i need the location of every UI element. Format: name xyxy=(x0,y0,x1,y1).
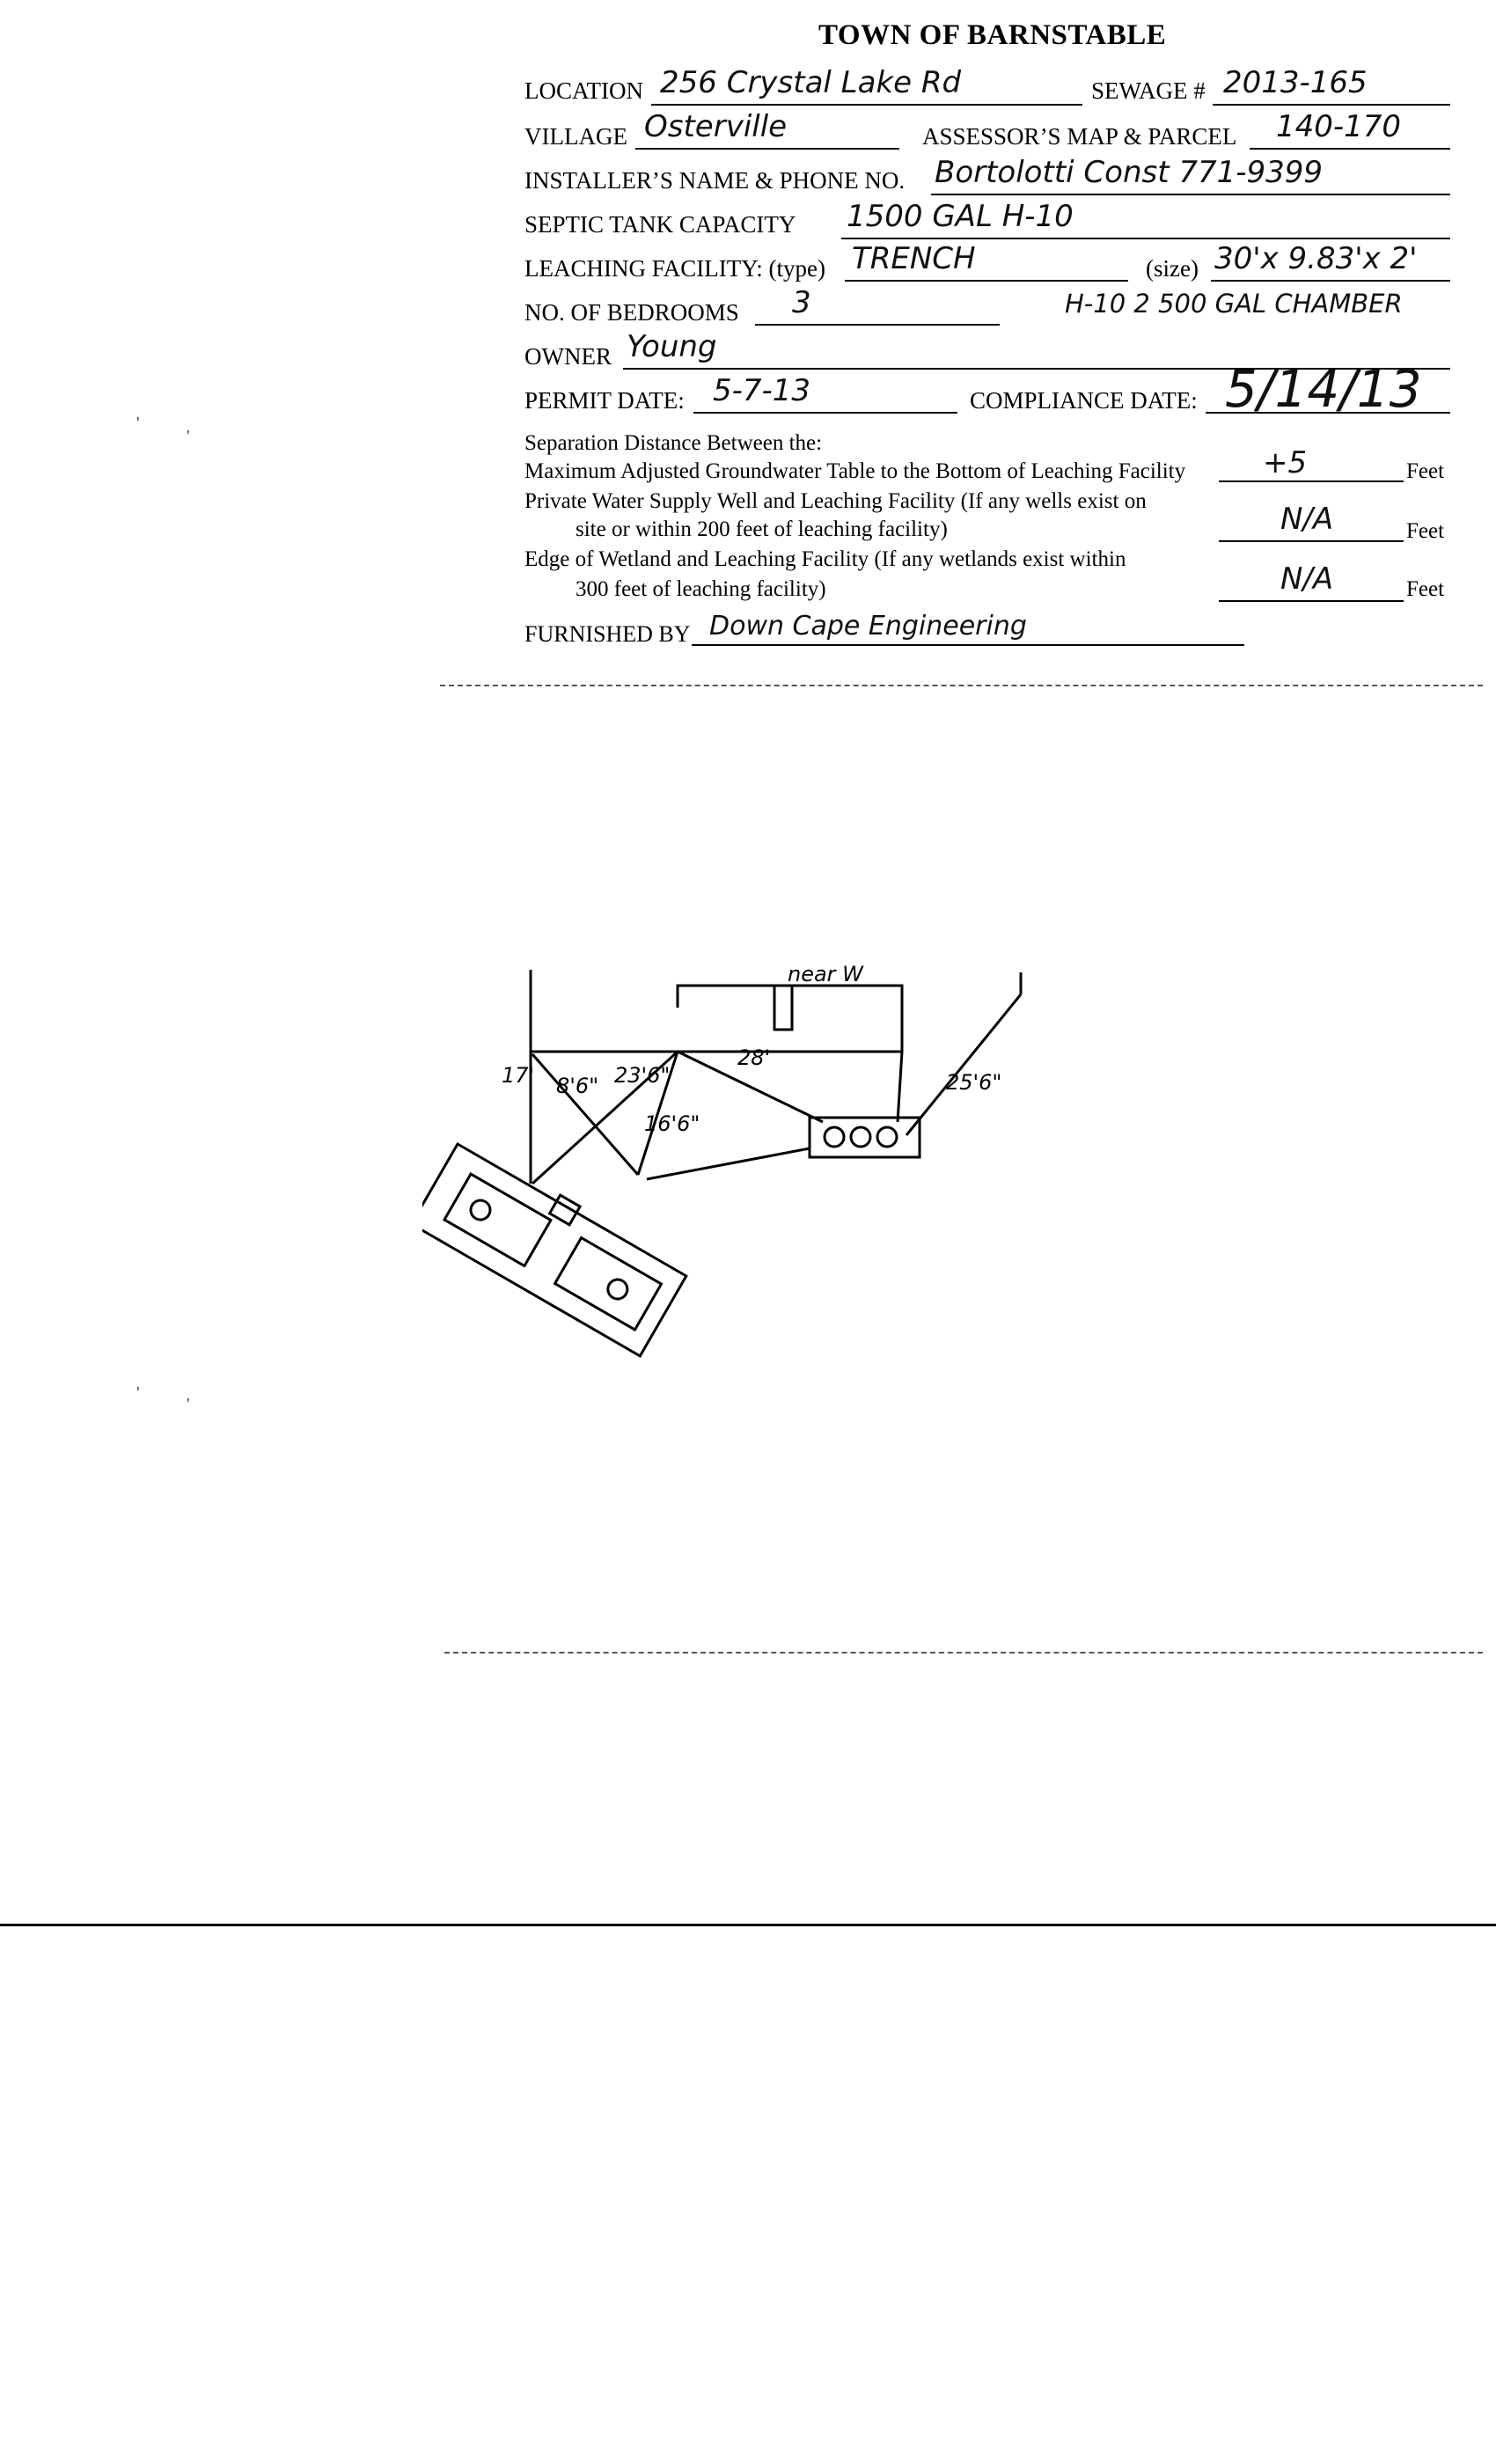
tank-cover xyxy=(877,1127,897,1147)
page-bottom-rule xyxy=(0,1924,1496,1926)
tank-label: SEPTIC TANK CAPACITY xyxy=(524,211,796,238)
section-divider-middle xyxy=(444,1652,1483,1654)
bedrooms-underline xyxy=(755,324,1000,326)
scan-mark: ' xyxy=(136,414,140,433)
dim-label: 16'6" xyxy=(644,1111,700,1136)
village-label: VILLAGE xyxy=(524,123,627,150)
section-divider-top xyxy=(440,685,1483,686)
permit-date-label: PERMIT DATE: xyxy=(524,387,685,414)
chamber-port xyxy=(605,1276,631,1302)
size-underline xyxy=(1211,280,1450,282)
dim-label: 28' xyxy=(737,1045,771,1070)
map-parcel-value: 140-170 xyxy=(1276,109,1402,144)
scan-mark: ' xyxy=(136,1383,140,1403)
chamber-note: H-10 2 500 GAL CHAMBER xyxy=(1065,289,1403,319)
map-parcel-label: ASSESSOR’S MAP & PARCEL xyxy=(922,123,1237,150)
map-parcel-underline xyxy=(1250,148,1450,150)
house-wall-right xyxy=(678,986,902,1030)
groundwater-unit: Feet xyxy=(1406,459,1445,483)
sewage-underline xyxy=(1213,104,1450,106)
separation-heading: Separation Distance Between the: xyxy=(524,431,823,455)
wetland-value: N/A xyxy=(1280,561,1334,597)
well-value: N/A xyxy=(1280,502,1334,537)
village-underline xyxy=(635,148,899,150)
installer-label: INSTALLER’S NAME & PHONE NO. xyxy=(524,167,906,194)
bedrooms-value: 3 xyxy=(792,285,811,320)
dim-label: 17' xyxy=(502,1063,535,1088)
permit-date-underline xyxy=(693,412,957,414)
tank-cover xyxy=(825,1127,844,1147)
scan-mark: ' xyxy=(187,427,190,446)
location-label: LOCATION xyxy=(524,77,643,104)
leaching-type-underline xyxy=(845,280,1128,282)
leaching-label: LEACHING FACILITY: (type) xyxy=(524,255,825,282)
leaching-trench xyxy=(422,1144,686,1356)
permit-date-value: 5-7-13 xyxy=(713,373,811,408)
installer-underline xyxy=(931,194,1450,195)
groundwater-underline xyxy=(1219,480,1404,482)
furnished-label: FURNISHED BY xyxy=(524,621,691,647)
scan-mark: ' xyxy=(187,1395,190,1414)
tank-underline xyxy=(841,238,1450,239)
site-sketch xyxy=(422,950,1056,1390)
well-unit: Feet xyxy=(1406,519,1445,543)
installer-value: Bortolotti Const 771-9399 xyxy=(935,155,1324,190)
furnished-value: Down Cape Engineering xyxy=(709,611,1027,642)
septic-tank xyxy=(810,1118,920,1157)
size-label: (size) xyxy=(1146,255,1199,282)
sewage-value: 2013-165 xyxy=(1223,65,1368,100)
location-underline xyxy=(651,104,1082,106)
groundwater-label: Maximum Adjusted Groundwater Table to the Bottom of Leaching Facility xyxy=(524,459,1186,483)
tie-line xyxy=(906,994,1021,1135)
well-label-line1: Private Water Supply Well and Leaching Facility (If any wells exist on xyxy=(524,489,1147,513)
dim-label: 23'6" xyxy=(614,1063,671,1088)
owner-value: Young xyxy=(627,329,717,364)
chamber-port xyxy=(467,1197,494,1223)
leaching-type-value: TRENCH xyxy=(852,241,976,276)
bedrooms-label: NO. OF BEDROOMS xyxy=(524,299,739,326)
wetland-label-line2: 300 feet of leaching facility) xyxy=(576,577,826,601)
furnished-underline xyxy=(692,644,1244,646)
tank-value: 1500 GAL H-10 xyxy=(847,199,1074,234)
page-title: TOWN OF BARNSTABLE xyxy=(818,19,1167,51)
house-note: near W xyxy=(788,962,863,986)
compliance-label: COMPLIANCE DATE: xyxy=(970,387,1198,414)
wetland-label-line1: Edge of Wetland and Leaching Facility (If any wetlands exist within xyxy=(524,547,1126,571)
wetland-unit: Feet xyxy=(1406,577,1445,601)
village-value: Osterville xyxy=(644,109,788,144)
tie-line xyxy=(898,1052,902,1122)
location-value: 256 Crystal Lake Rd xyxy=(660,65,962,100)
dim-label: 25'6" xyxy=(946,1070,1002,1095)
groundwater-value: +5 xyxy=(1263,445,1308,480)
owner-label: OWNER xyxy=(524,343,612,370)
pipe-line xyxy=(647,1148,810,1179)
tank-cover xyxy=(851,1127,870,1147)
dim-label: 8'6" xyxy=(556,1074,599,1098)
sewage-label: SEWAGE # xyxy=(1091,77,1206,104)
compliance-value: 5/14/13 xyxy=(1225,359,1422,419)
well-underline xyxy=(1219,540,1404,542)
size-value: 30'x 9.83'x 2' xyxy=(1214,241,1418,276)
wetland-underline xyxy=(1219,600,1404,602)
well-label-line2: site or within 200 feet of leaching facility) xyxy=(576,517,948,541)
